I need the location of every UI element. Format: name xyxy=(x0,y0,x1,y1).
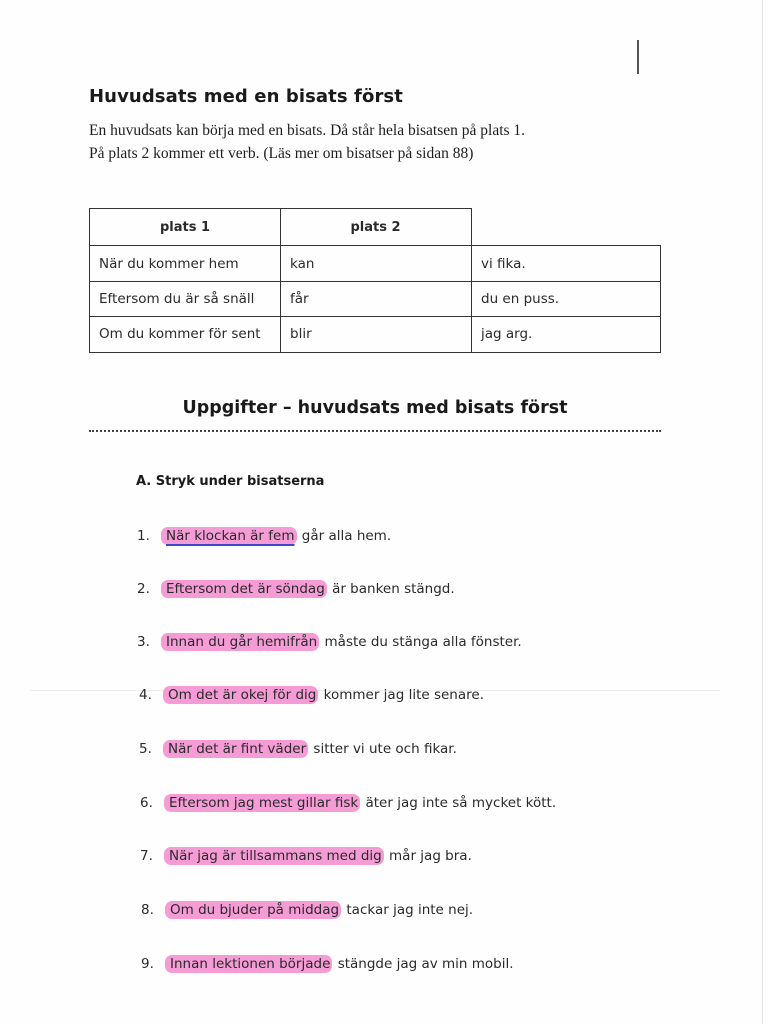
list-item xyxy=(140,847,472,865)
scan-corner-mark xyxy=(637,40,639,74)
highlighted-subordinate-clause: Innan du går hemifrån xyxy=(161,633,319,651)
list-item xyxy=(137,527,391,545)
task-number: 4. xyxy=(139,687,152,703)
intro-line-2: På plats 2 kommer ett verb. (Läs mer om bisatser på sidan 88) xyxy=(89,145,474,162)
task-number: 8. xyxy=(141,902,154,918)
table-cell-rest: du en puss. xyxy=(471,281,661,317)
task-number: 9. xyxy=(141,956,154,972)
scan-edge-line xyxy=(762,0,763,1024)
highlighted-subordinate-clause: När det är fint väder xyxy=(163,740,308,758)
task-number: 1. xyxy=(137,528,150,544)
task-number: 3. xyxy=(137,634,150,650)
table-cell-plats-2: kan xyxy=(280,245,472,282)
main-clause: tackar jag inte nej. xyxy=(346,902,474,918)
table-cell-rest: jag arg. xyxy=(471,316,661,353)
list-item xyxy=(140,794,556,812)
list-item xyxy=(141,955,514,973)
intro-paragraph xyxy=(89,119,649,165)
task-number: 2. xyxy=(137,581,150,597)
list-item xyxy=(139,686,484,704)
intro-line-1: En huvudsats kan börja med en bisats. Då står hela bisatsen på plats 1. xyxy=(89,122,526,139)
list-item xyxy=(137,580,455,598)
table-row xyxy=(89,245,661,282)
table-header-plats-1: plats 1 xyxy=(89,208,281,246)
main-clause: går alla hem. xyxy=(301,528,392,544)
word-order-table xyxy=(89,208,661,353)
table-cell-plats-1: När du kommer hem xyxy=(89,245,281,282)
highlighted-subordinate-clause: Innan lektionen började xyxy=(165,955,332,973)
table-header-plats-2: plats 2 xyxy=(280,208,472,246)
main-clause: är banken stängd. xyxy=(332,581,455,597)
tasks-heading: Uppgifter – huvudsats med bisats först xyxy=(182,398,568,418)
main-clause: stängde jag av min mobil. xyxy=(337,956,514,972)
highlighted-subordinate-clause: När jag är tillsammans med dig xyxy=(164,847,384,865)
list-item xyxy=(139,740,457,758)
main-clause: sitter vi ute och fikar. xyxy=(313,741,457,757)
task-instruction: A. Stryk under bisatserna xyxy=(136,474,325,489)
list-item xyxy=(141,901,473,919)
main-clause: äter jag inte så mycket kött. xyxy=(365,795,557,811)
main-clause: måste du stänga alla fönster. xyxy=(324,634,522,650)
table-cell-plats-2: blir xyxy=(280,316,472,353)
dotted-divider xyxy=(89,430,661,432)
main-clause: kommer jag lite senare. xyxy=(323,687,484,703)
table-row xyxy=(89,281,661,317)
task-number: 7. xyxy=(140,848,153,864)
table-cell-plats-1: Om du kommer för sent xyxy=(89,316,281,353)
table-header-row xyxy=(89,208,661,246)
highlighted-subordinate-clause: När klockan är fem xyxy=(161,527,297,545)
table-cell-plats-1: Eftersom du är så snäll xyxy=(89,281,281,317)
highlighted-subordinate-clause: Om det är okej för dig xyxy=(163,686,318,704)
highlighted-subordinate-clause: Eftersom det är söndag xyxy=(161,580,327,598)
table-cell-rest: vi fika. xyxy=(471,245,661,282)
list-item xyxy=(137,633,522,651)
table-row xyxy=(89,316,661,353)
task-number: 5. xyxy=(139,741,152,757)
highlighted-subordinate-clause: Om du bjuder på middag xyxy=(165,901,341,919)
table-cell-plats-2: får xyxy=(280,281,472,317)
highlighted-subordinate-clause: Eftersom jag mest gillar fisk xyxy=(164,794,360,812)
task-number: 6. xyxy=(140,795,153,811)
main-clause: mår jag bra. xyxy=(389,848,472,864)
section-heading: Huvudsats med en bisats först xyxy=(89,86,403,107)
